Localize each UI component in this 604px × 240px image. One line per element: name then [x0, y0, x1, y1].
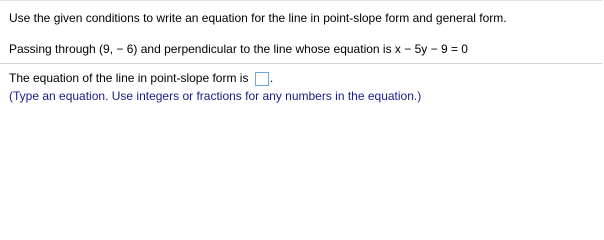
answer-input[interactable]: [255, 72, 269, 86]
answer-prompt-text: The equation of the line in point-slope form is: [9, 71, 249, 85]
answer-period: .: [269, 71, 274, 85]
answer-row: [9, 71, 273, 86]
section-divider: [0, 63, 602, 64]
instruction-text: Use the given conditions to write an equation for the line in point-slope form and general form.: [9, 11, 507, 25]
answer-hint-text: (Type an equation. Use integers or fractions for any numbers in the equation.): [9, 89, 422, 103]
given-conditions-text: Passing through (9, − 6) and perpendicular to the line whose equation is x − 5y − 9 = 0: [9, 42, 468, 56]
